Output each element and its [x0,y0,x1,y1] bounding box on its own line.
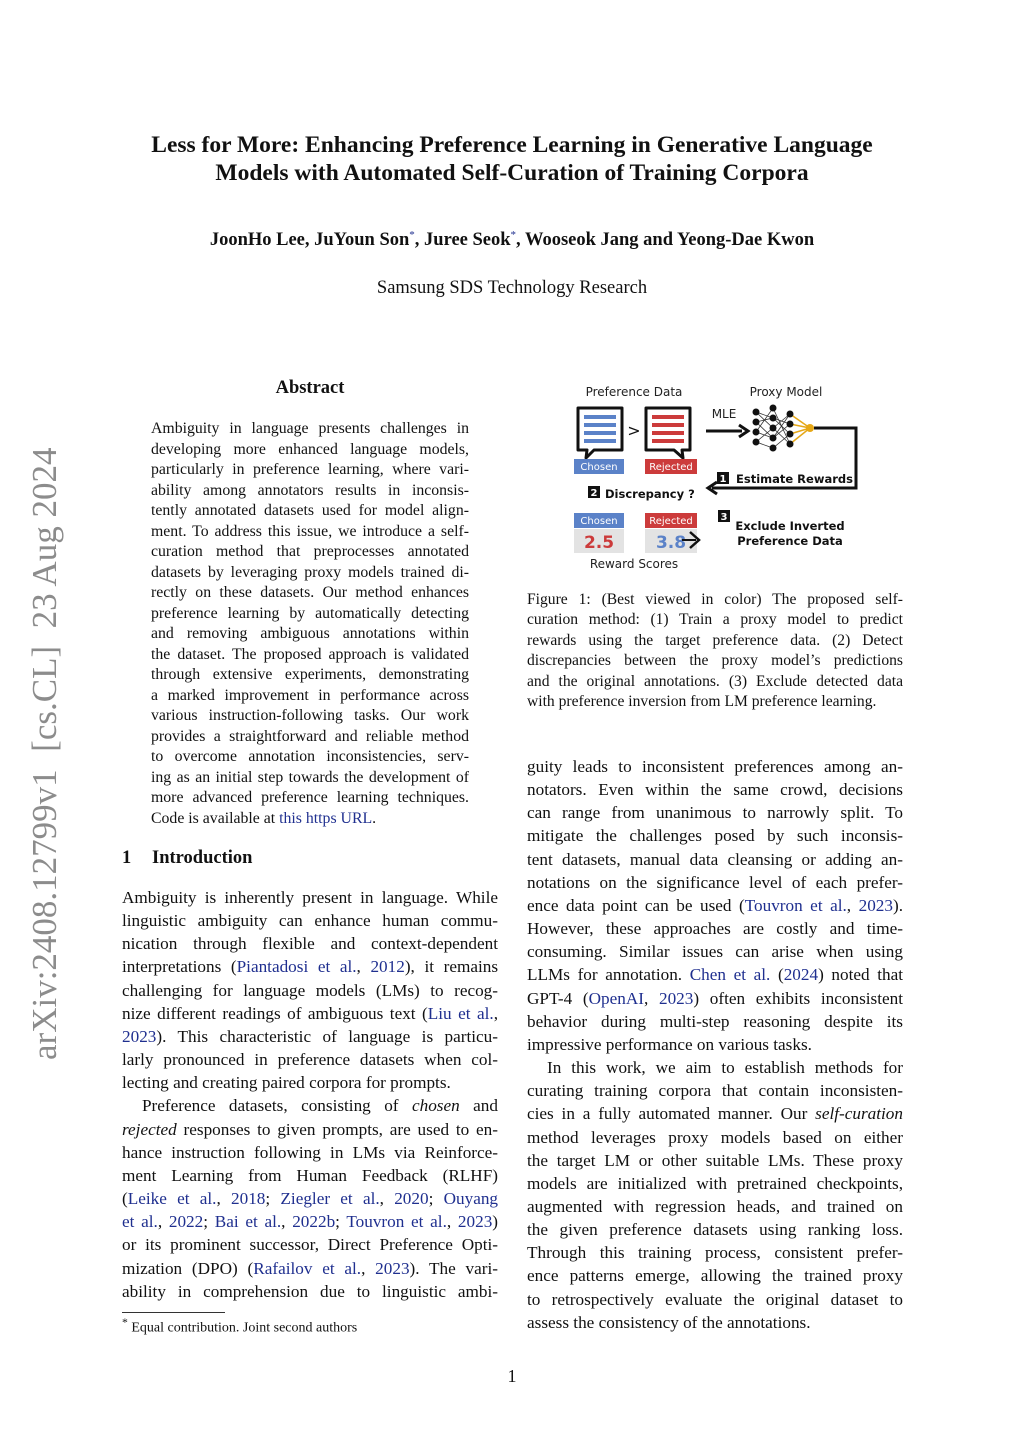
caption-line: with preference inversion from LM preference learning. [527,693,877,711]
abstract-line: ment. To address this issue, we introduce a self- [151,522,469,540]
mle-label: MLE [711,407,737,421]
text-line: tent datasets, manual data cleansing or adding an- [527,849,903,869]
text-span: ). [892,895,903,915]
citation-link[interactable]: 2023 [858,895,893,915]
text-span: , [281,1212,293,1232]
citation-link[interactable]: Chen et al. [689,965,771,985]
text-line: ment Learning from Human Feedback (RLHF) [122,1165,498,1185]
text-line: assess the consistency of the annotations. [527,1312,811,1332]
text-line [122,1025,498,1048]
text-line [122,955,498,978]
text-line: method leverages proxy models based on either [527,1127,903,1147]
text-line: notations on the significance level of each prefer- [527,872,903,892]
author-mark: * [409,229,415,241]
text-span: interpretations ( [122,957,237,977]
abstract-line: curation method that preprocesses annotated [151,543,469,560]
text-span: ( [122,1189,128,1209]
citation-link[interactable]: Piantadosi et al. [236,957,357,977]
proxy-model-label: Proxy Model [749,385,823,399]
citation-link[interactable]: Ouyang [443,1189,499,1209]
abstract-line: tently annotated datasets used for model align- [151,502,469,519]
text-span: responses to given prompts, are used to en- [176,1119,498,1139]
author-text: , Juree Seok [414,230,511,251]
abstract-line: rectly on these datasets. Our method enhances [151,584,469,601]
text-span: and [459,1096,498,1116]
abstract-line: preference learning by automatically detecting [151,604,469,622]
text-line: linguistic ambiguity can enhance human commu- [122,911,498,931]
text-line: models are initialized with pretrained checkpoints, [527,1173,903,1193]
text-span: Preference datasets, consisting of [142,1096,412,1116]
abstract-heading: Abstract [275,378,345,398]
discrepancy-label: Discrepancy ? [605,487,695,501]
abstract-line: ing as an initial step towards the development of [151,768,469,786]
abstract-body [151,419,469,829]
step-3-number: 3 [720,512,728,523]
text-span: , [216,1189,232,1209]
text-span: ) often exhibits inconsistent [693,988,903,1008]
text-line: consuming. Similar issues can arise when using [527,942,903,962]
text-line: augmented with regression heads, and trained on [527,1196,903,1216]
citation-link[interactable]: 2022b [292,1212,336,1232]
footnote-rule [122,1312,225,1313]
text-span: ) [492,1212,499,1232]
text-line: the given preference datasets using ranking loss. [527,1220,903,1240]
section-number: 1 [122,848,132,868]
text-line: However, these approaches are costly and time- [527,919,903,939]
abstract-line: and removing ambiguous annotations within [151,625,469,642]
citation-link[interactable]: et al. [122,1212,158,1232]
citation-link[interactable]: Liu et al. [427,1003,494,1023]
text-line [122,1094,498,1117]
author-mark: * [510,229,517,241]
caption-line: rewards using the target preference data. (2) Detect [527,631,903,649]
code-suffix: . [372,809,377,827]
title-line: Less for More: Enhancing Preference Learning in Generative Language [151,132,873,158]
title-line: Models with Automated Self-Curation of Training Corpora [215,160,809,186]
text-line [122,1210,498,1233]
abstract-line: various instruction-following tasks. Our work [151,707,469,724]
citation-link[interactable]: 2023 [457,1212,493,1232]
chosen-doc-icon [578,408,622,458]
code-prefix: Code is available at [151,809,280,827]
preference-data-label: Preference Data [585,385,683,399]
abstract-line: Ambiguity in language presents challenges in [151,420,469,437]
text-line: ability in comprehension due to linguistic ambi- [122,1281,498,1301]
text-span: , [446,1212,458,1232]
right-column-text [527,755,903,1334]
italic-term: chosen [411,1096,460,1116]
author-text: JoonHo Lee, JuYoun Son [209,230,410,251]
text-span: ; [335,1212,347,1232]
step-1-number: 1 [719,474,727,485]
text-span: , [157,1212,169,1232]
text-span: , [493,1003,498,1023]
text-span: ( [770,965,784,985]
text-line [527,1102,903,1125]
abstract-line: to overcome annotation inconsistencies, serv- [151,748,469,765]
citation-link[interactable]: 2023 [658,988,694,1008]
chosen-tag-label: Chosen [580,516,618,527]
text-span: ). The vari- [409,1258,498,1278]
abstract-line: a marked improvement in performance across [151,686,469,704]
text-span: , [379,1189,395,1209]
step-2-number: 2 [590,488,598,499]
page-number: 1 [507,1366,517,1386]
figure-caption [527,590,903,712]
citation-link[interactable]: Rafailov et al. [253,1258,362,1278]
text-line [527,963,903,986]
text-span: ence data point can be used ( [527,895,745,915]
abstract-line: datasets by leveraging proxy models trained di- [151,563,469,581]
text-line: the target LM or other suitable LMs. These proxy [527,1150,903,1170]
footnote-mark: * [122,1316,128,1329]
text-span: LLMs for annotation. [527,965,690,985]
abstract-line: particularly in preference learning, where vari- [151,461,469,478]
abstract-line: provides a straightforward and reliable method [151,727,469,745]
citation-link[interactable]: 2023 [375,1258,410,1278]
text-line [122,1118,498,1141]
text-line: nication through flexible and context-dependent [122,934,498,954]
caption-line: curation method: (1) Train a proxy model to predict [527,611,903,629]
text-line [527,987,903,1010]
text-line [122,1002,498,1025]
section-heading-introduction [122,848,252,869]
citation-link[interactable]: 2023 [122,1026,157,1046]
affiliation: Samsung SDS Technology Research [376,278,648,298]
text-line: guity leads to inconsistent preferences among an- [527,757,903,776]
citation-link[interactable]: Touvron et al. [346,1212,447,1232]
citation-link[interactable]: 2018 [231,1189,266,1209]
chosen-tag-label: Chosen [580,462,618,473]
text-line: larly pronounced in preference datasets when col- [122,1050,498,1070]
rejected-tag-label: Rejected [649,462,693,473]
left-column-text [122,886,498,1303]
text-line: notators. Even within the same crowd, decisions [527,780,903,800]
citation-link[interactable]: 2012 [370,957,405,977]
text-span: , [644,988,659,1008]
chosen-score: 2.5 [583,533,615,553]
abstract-line: through extensive experiments, demonstrating [151,666,469,683]
text-line: Through this training process, consistent prefer- [527,1243,903,1263]
caption-line: and the original annotations. (3) Exclude detected data [527,672,903,690]
text-line: In this work, we aim to establish methods for [547,1058,903,1078]
exclude-label-line2: Preference Data [737,534,843,548]
rejected-doc-icon [646,408,690,458]
citation-link[interactable]: Leike et al. [127,1189,217,1209]
citation-link[interactable]: 2022 [168,1212,204,1232]
italic-term: rejected [122,1119,177,1139]
paper-title [0,131,1024,187]
text-span: nize different readings of ambiguous text ( [122,1003,428,1023]
text-line [527,894,903,917]
citation-link[interactable]: Bai et al. [214,1212,282,1232]
text-span: GPT-4 ( [527,988,589,1008]
text-line: can range from unanimous to narrowly split. To [527,803,903,823]
abstract-line: developing more enhanced language models, [151,440,469,458]
text-line: behavior during multi-step reasoning despite its [527,1011,903,1031]
author-list [0,229,1024,251]
text-line: lecting and creating paired corpora for prompts. [122,1073,451,1093]
exclude-label-line1: Exclude Inverted [735,519,845,533]
text-span: ; [203,1212,215,1232]
citation-link[interactable]: 2024 [783,965,819,985]
text-span: , [356,957,371,977]
text-line: curating training corpora that contain inconsisten- [527,1081,903,1101]
text-line [122,1257,498,1280]
citation-link[interactable]: Touvron et al. [744,895,847,915]
citation-link[interactable]: OpenAI [588,988,644,1008]
abstract-line: more advanced preference learning techniques. [151,789,469,806]
text-span: ). This characteristic of language is particu- [156,1026,498,1046]
text-span: ; [265,1189,281,1209]
text-span: ), it remains [404,957,499,977]
rejected-score: 3.8 [655,533,687,553]
code-link[interactable]: this https URL [279,809,373,827]
caption-line: discrepancies between the proxy model’s predictions [527,652,903,670]
section-title: Introduction [152,848,253,868]
text-span: , [846,895,859,915]
text-span: mization (DPO) ( [122,1258,254,1278]
text-span: ; [428,1189,444,1209]
text-line: hance instruction following in LMs via Reinforce- [122,1142,498,1162]
footnote [122,1316,357,1337]
text-line: mitigate the challenges posed by such inconsis- [527,826,903,846]
text-line [122,1187,498,1210]
neural-network-icon [753,405,815,452]
text-line: or its prominent successor, Direct Preference Opti- [122,1235,498,1255]
footnote-text: Equal contribution. Joint second authors [127,1320,358,1336]
rejected-tag-label: Rejected [649,516,693,527]
author-text: , Wooseok Jang and Yeong-Dae Kwon [516,230,815,251]
greater-than-sign: > [627,421,641,440]
text-span: cies in a fully automated manner. Our [527,1104,816,1124]
text-line: to retrospectively evaluate the original dataset to [527,1289,903,1309]
caption-line: Figure 1: (Best viewed in color) The proposed self- [527,591,903,608]
text-span: , [361,1258,376,1278]
citation-link[interactable]: 2020 [394,1189,429,1209]
italic-term: self-curation [815,1104,903,1124]
text-span: ) noted that [818,965,903,985]
text-line: ence patterns emerge, allowing the trained proxy [527,1266,903,1286]
figure-1-diagram [560,378,910,578]
text-line: impressive performance on various tasks. [527,1034,812,1054]
text-line: Ambiguity is inherently present in language. While [122,888,498,907]
text-line: challenging for language models (LMs) to recog- [122,980,498,1000]
abstract-line: the dataset. The proposed approach is validated [151,645,469,663]
reward-scores-label: Reward Scores [589,557,679,571]
abstract-line [151,809,469,830]
abstract-line: ability among annotators results in inconsis- [151,481,469,499]
estimate-rewards-label: Estimate Rewards [736,472,853,486]
citation-link[interactable]: Ziegler et al. [280,1189,380,1209]
arxiv-identifier: arXiv:2408.12799v1 [cs.CL] 23 Aug 2024 [25,447,64,1060]
